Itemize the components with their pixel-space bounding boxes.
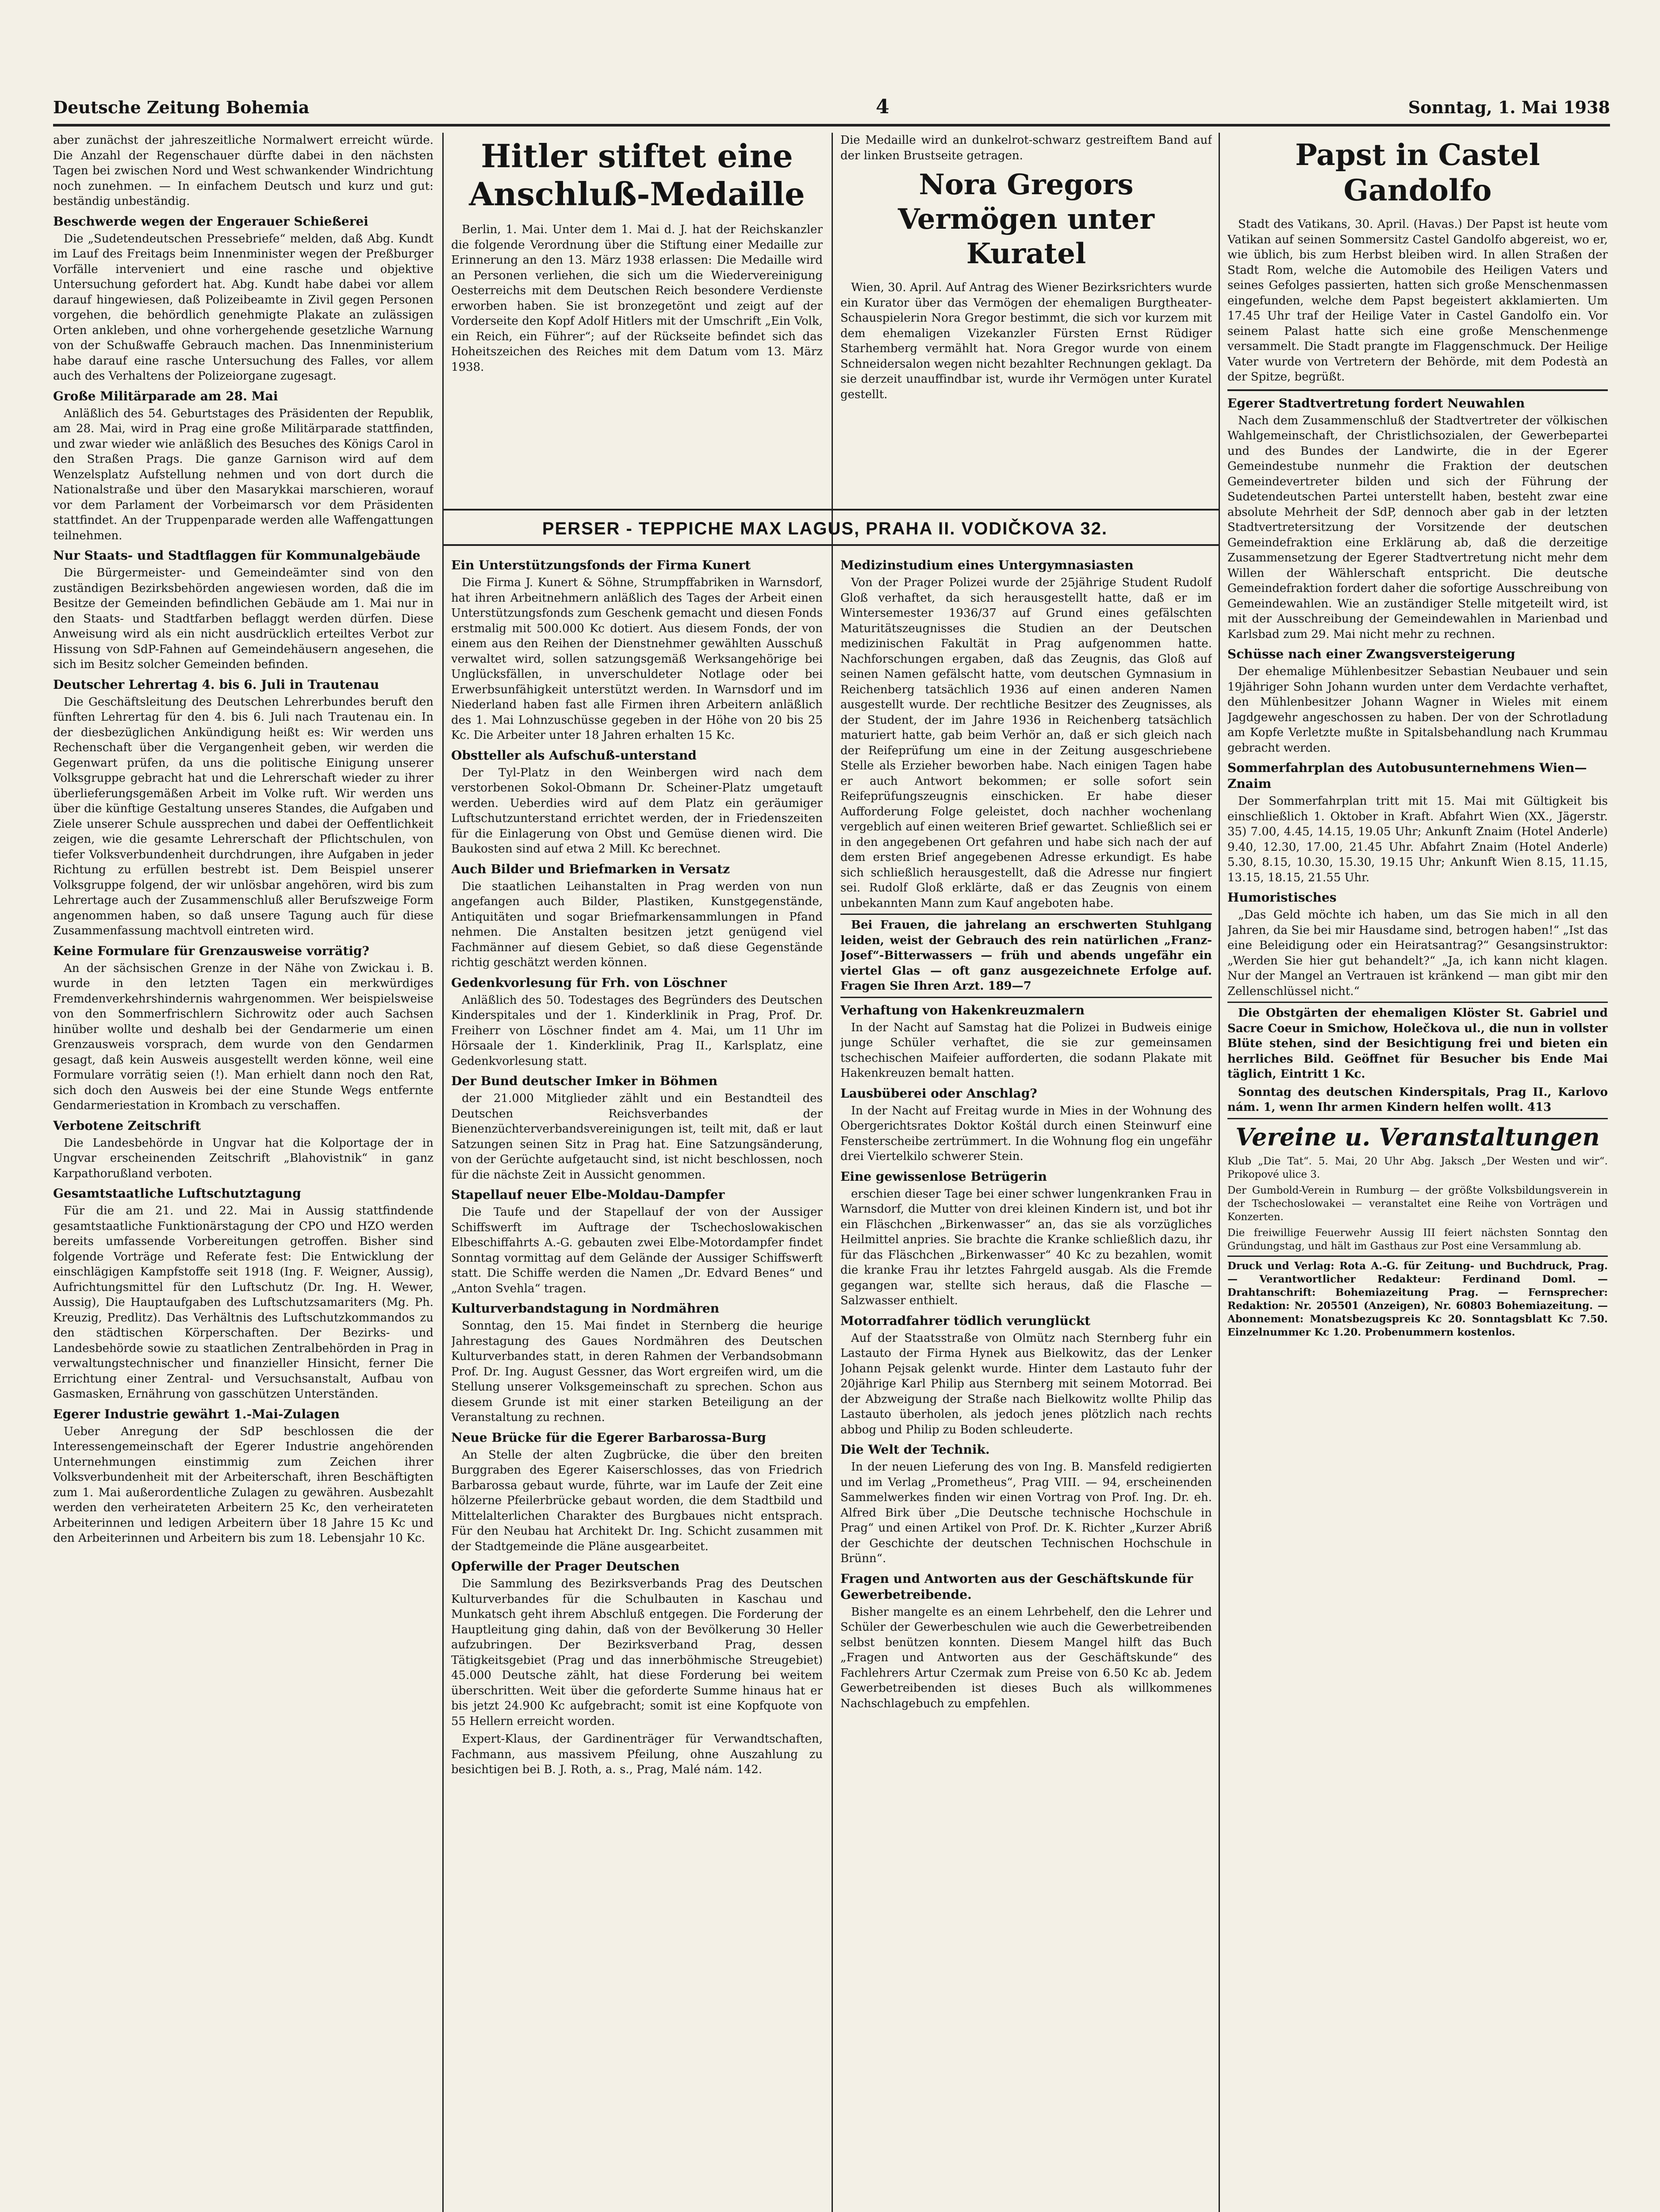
article-text: Die Geschäftsleitung des Deutschen Lehrerbundes beruft den fünften Lehrertag für den 4. bis 6. Juli nach Trautenau ein. In der diesbezüglichen Ankündigung heißt es: Wir werden uns Rechenschaft über die Vergangenheit geben, wir werden die Gegenwart prüfen, da uns die politische Einigung unserer Volksgruppe gebracht hat und die Lehrerschaft wieder zu ihrer überlieferungsgemäßen Arbeit im Volke ruft. Wir werden uns über die künftige Gestaltung unseres Standes, die Aufgaben und Ziele unserer Schule aussprechen und dabei der Oeffentlichkeit zeigen, wie die gesamte Lehrerschaft der Pflichtschulen, von tiefer Volksverbundenheit durchdrungen, ihre Aufgaben in jeder Richtung zu erfüllen bestrebt ist. Dem Beispiel unserer Volksgruppe folgend, der wir unlösbar angehören, wird bis zum Lehrertage auch der Zusammenschluß aller Berufszweige Form angenommen haben, so daß unsere Tagung auch für diese Zusammenfassung machtvoll eintreten wird. xyxy=(53,695,433,937)
article-text: erschien dieser Tage bei einer schwer lungenkranken Frau in Warnsdorf, die Mutter von drei kleinen Kindern ist, und bot ihr ein Fläschchen „Birkenwasser“ an, das sie als vorzügliches Heilmittel anpries. Sie brachte die Kranke schließlich dazu, ihr für das Fläschchen „Birkenwasser“ 40 Kc zu bezahlen, womit die kranke Frau ihr letztes Fahrgeld ausgab. Als die Fremde gegangen war, stellte sich heraus, daß die Flasche — Salzwasser enthielt. xyxy=(840,1187,1212,1307)
article-text: Ueber Anregung der SdP beschlossen die der Interessengemeinschaft der Egerer Industrie angehörenden Unternehmungen einstimmig zum Zeichen ihrer Volksverbundenheit mit der Arbeiterschaft, ihren Beschäftigten zum 1. Mai außerordentliche Zulagen zu gewähren. Ausbezahlt werden den verheirateten Arbeitern 25 Kc, den verheirateten Arbeiterinnen und ledigen Arbeitern über 18 Jahre 15 Kc und den Arbeiterinnen und Arbeitern bis zum 18. Lebensjahr 10 Kc. xyxy=(53,1425,433,1545)
article-heading: Medizinstudium eines Untergymnasiasten xyxy=(840,558,1134,572)
article-heading: Sommerfahrplan des Autobusunternehmens Wien—Znaim xyxy=(1227,760,1587,791)
ad-banner-perser-teppiche: PERSER - TEPPICHE MAX LAGUS, PRAHA II. VODIČKOVA 32. xyxy=(542,519,1108,538)
column-1 xyxy=(53,133,433,2212)
article-heading: Große Militärparade am 28. Mai xyxy=(53,388,278,403)
column-3-top xyxy=(840,133,1212,509)
article-text: „Das Geld möchte ich haben, um das Sie mich in all den Jahren, da Sie bei mir Hausdame sind, betrogen haben!“ „Ist das eine Beleidigung oder ein Heiratsantrag?“ Gesangsinstruktor: „Werden Sie hier gut behandelt?“ „Ja, ich kann nicht klagen. Nur der Mangel an Vertrauen ist kränkend — man gibt mir den Zellenschlüssel nicht.“ xyxy=(1227,908,1608,998)
article-text: Nach dem Zusammenschluß der Stadtvertreter der völkischen Wahlgemeinschaft, der Christlichsozialen, der Gewerbepartei und des Bundes der Landwirte, die in der Egerer Gemeindestube nunmehr die Fraktion der deutschen Gemeindevertreter bilden und sich der Führung der Sudetendeutschen Partei unterstellt haben, besteht zwar eine absolute Mehrheit der SdP, dennoch aber gab in der letzten Stadtvertretersitzung der Vorsitzende der deutschen Gemeindefraktion eine Erklärung ab, daß die derzeitige Zusammensetzung der Egerer Stadtvertretung nicht mehr dem Willen der Wählerschaft entspricht. Die deutsche Gemeindefraktion fordert daher die sofortige Ausschreibung von Gemeindewahlen. Wie an zuständiger Stelle mitgeteilt wird, ist mit der Ausschreibung der Gemeindewahlen in Marienbad und Karlsbad zum 29. Mai nicht mehr zu rechnen. xyxy=(1227,414,1608,641)
article-text: Berlin, 1. Mai. Unter dem 1. Mai d. J. hat der Reichskanzler die folgende Verordnung über die Stiftung einer Medaille zur Erinnerung an den 13. März 1938 erlassen: Die Medaille wird an Personen verliehen, die sich um die Wiedervereinigung Oesterreichs mit dem Deutschen Reich besondere Verdienste erworben haben. Sie ist bronzegetönt und zeigt auf der Vorderseite den Kopf Adolf Hitlers mit der Umschrift „Ein Volk, ein Reich, ein Führer“; auf der Rückseite befindet sich das Hoheitszeichen des Reiches mit dem Datum vom 13. März 1938. xyxy=(451,223,823,374)
article-text: In der Nacht auf Samstag hat die Polizei in Budweis einige junge Schüler verhaftet, die sie zur gemeinsamen tschechischen Maifeier aufforderten, die sodann Plakate mit Hakenkreuzen bemalt hatten. xyxy=(840,1021,1212,1080)
article-heading: Deutscher Lehrertag 4. bis 6. Juli in Trautenau xyxy=(53,677,380,692)
column-divider xyxy=(832,133,833,2212)
article-heading: Obstteller als Aufschuß-unterstand xyxy=(451,748,697,763)
article-text: Sonntag, den 15. Mai findet in Sternberg die heurige Jahrestagung des Gaues Nordmähren des Deutschen Kulturverbandes statt, in deren Rahmen der Verbandsobmann Prof. Dr. Ing. August Gessner, das Wort ergreifen wird, um die Stellung unserer Volksgemeinschaft zu sprechen. Schon aus diesem Grunde ist mit einer starken Beteiligung an der Veranstaltung zu rechnen. xyxy=(451,1319,823,1424)
article-heading: Eine gewissenlose Betrügerin xyxy=(840,1169,1047,1184)
article-text: Der Sommerfahrplan tritt mit 15. Mai mit Gültigkeit bis einschließlich 1. Oktober in Kraft. Abfahrt Wien (XX., Jägerstr. 35) 7.00, 4.45, 14.15, 19.05 Uhr; Ankunft Znaim (Hotel Anderle) 9.40, 12.30, 17.00, 21.45 Uhr. Abfahrt Znaim (Hotel Anderle) 5.30, 8.15, 10.30, 15.30, 19.15 Uhr; Ankunft Wien 8.15, 11.15, 13.15, 18.15, 21.55 Uhr. xyxy=(1227,795,1608,884)
article-text: Die Taufe und der Stapellauf der von der Aussiger Schiffswerft im Auftrage der Tschechoslowakischen Elbeschiffahrts A.-G. gebauten zwei Elbe-Motordampfer findet Sonntag vormittag auf dem Gelände der Aussiger Schiffswerft statt. Die Schiffe werden die Namen „Dr. Edvard Benes“ und „Anton Svehla“ tragen. xyxy=(451,1206,823,1295)
article-heading: Auch Bilder und Briefmarken in Versatz xyxy=(451,861,730,876)
article-heading: Egerer Stadtvertretung fordert Neuwahlen xyxy=(1227,389,1608,411)
article-text: Für die am 21. und 22. Mai in Aussig stattfindende gesamtstaatliche Funktionärstagung der CPO und HZO werden bereits umfassende Vorbereitungen getroffen. Bisher sind folgende Vorträge und Referate fest: Die Entwicklung der einschlägigen Kampfstoffe seit 1918 (Ing. F. Weigner, Aussig), Aufrichtungsmittel für den Luftschutz (Dr. Ing. H. Wewer, Aussig), Die Hauptaufgaben des Luftschutzsamariters (Mg. Ph. Kreuzig, Predlitz). Das Verhältnis des Luftschutzkommandos zu den städtischen Körperschaften. Der Bezirks- und Landesbehörde sowie zu staatlichen Zentralbehörden in Prag in verwaltungstechnischer und finanzieller Hinsicht, ferner Die Errichtung einer Zentral- und Versuchsanstalt, Aufbau von Gasmasken, Ernährung von gasschützen Unterständen. xyxy=(53,1204,433,1401)
article-text: Auf der Staatsstraße von Olmütz nach Sternberg fuhr ein Lastauto der Firma Hynek aus Bielkowitz, das der Lenker Johann Pejsak gelenkt wurde. Hinter dem Lastauto fuhr der 20jährige Karl Philip aus Sternberg mit seinem Motorrad. Bei der Abzweigung der Straße nach Bielkowitz wollte Philip das Lastauto überholen, als jedoch jenes plötzlich nach rechts abbog und Philip zu Boden schleuderte. xyxy=(840,1331,1212,1436)
article-text: Bisher mangelte es an einem Lehrbehelf, den die Lehrer und Schüler der Gewerbeschulen wie auch die Gewerbetreibenden selbst benützen konnten. Diesem Mangel hilft das Buch „Fragen und Antworten aus der Geschäftskunde“ des Fachlehrers Artur Czermak zum Preise von 6.50 Kc ab. Jedem Gewerbetreibenden ist dieses Buch als willkommenes Nachschlagebuch zu empfehlen. xyxy=(840,1605,1212,1710)
column-2-top xyxy=(451,133,823,509)
imprint: Druck und Verlag: Rota A.-G. für Zeitung- und Buchdruck, Prag. — Verantwortlicher Redakteur: Ferdinand Doml. — Drahtanschrift: Bohemiazeitung Prag. — Fernsprecher: Redaktion: Nr. 205501 (Anzeigen), Nr. 60803 Bohemiazeitung. — Abonnement: Monatsbezugspreis Kc 20. Sonntagsblatt Kc 7.50. Einzelnummer Kc 1.20. Probenummern kostenlos. xyxy=(1227,1256,1608,1339)
article-heading: Lausbüberei oder Anschlag? xyxy=(840,1086,1037,1101)
article-text: aber zunächst der jahreszeitliche Normalwert erreicht würde. Die Anzahl der Regenschauer dürfte dabei in den nächsten Tagen bei zwischen Nord und West schwankender Windrichtung noch zunehmen. — In einfachem Deutsch und kurz und gut: beständig unbeständig. xyxy=(53,134,433,208)
article-heading: Egerer Industrie gewährt 1.-Mai-Zulagen xyxy=(53,1406,340,1421)
article-heading: Fragen und Antworten aus der Geschäftskunde für Gewerbetreibende. xyxy=(840,1571,1193,1602)
article-heading: Neue Brücke für die Egerer Barbarossa-Burg xyxy=(451,1430,766,1445)
column-2 xyxy=(451,553,823,2212)
advertisement-text: Die Obstgärten der ehemaligen Klöster St. Gabriel und Sacre Coeur in Smichow, Holečkova ul., die nun in vollster Blüte stehen, sind der Besichtigung frei und bieten ein herrliches Bild. Geöffnet für Besucher bis Ende Mai täglich, Eintritt 1 Kc. xyxy=(1227,1002,1608,1082)
headline-hitler-medaille: Hitler stiftet eine Anschluß-Medaille xyxy=(469,137,805,213)
article-heading: Nur Staats- und Stadtflaggen für Kommunalgebäude xyxy=(53,548,421,563)
article-heading: Gedenkvorlesung für Frh. von Löschner xyxy=(451,975,727,990)
article-text: Die Sammlung des Bezirksverbands Prag des Deutschen Kulturverbandes für die Schulbauten in Kaschau und Munkatsch geht ihrem Abschluß entgegen. Die Forderung der Hauptleitung ging dahin, daß von der Bevölkerung 30 Heller aufzubringen. Der Bezirksverband Prag, dessen Tätigkeitsgebiet (Prag und das innerböhmische Streugebiet) 45.000 Deutsche zählt, hat diese Forderung bei weitem überschritten. Weit über die geforderte Summe hinaus hat er bis jetzt 24.900 Kc aufgebracht; somit ist eine Kopfquote von 55 Hellern erreicht worden. xyxy=(451,1577,823,1728)
advertisement-text: Bei Frauen, die jahrelang an erschwerten Stuhlgang leiden, weist der Gebrauch des rein natürlichen „Franz-Josef“-Bitterwassers — früh und abends ungefähr ein viertel Glas — oft ganz ausgezeichnete Erfolge auf. Fragen Sie Ihren Arzt. 189—7 xyxy=(840,914,1212,998)
article-text: Die Firma J. Kunert & Söhne, Strumpffabriken in Warnsdorf, hat ihren Arbeitnehmern anläßlich des Tages der Arbeit einen Unterstützungsfonds zum Geschenk gemacht und diesen Fonds erstmalig mit 500.000 Kc dotiert. Aus diesem Fonds, der von einem aus den Reihen der Dienstnehmer gewählten Ausschuß verwaltet wird, sollen satzungsgemäß Werksangehörige bei Unglücksfällen, in unverschuldeter Notlage oder bei Erwerbsunfähigkeit unterstützt werden. In Warnsdorf und im Niederland haben fast alle Firmen ihren Arbeitern anläßlich des 1. Mai Lohnzuschüsse gegeben in der Höhe von 20 bis 25 Kc. Die Arbeiter unter 18 Jahren erhalten 15 Kc. xyxy=(451,576,823,742)
article-heading: Schüsse nach einer Zwangsversteigerung xyxy=(1227,647,1515,661)
article-heading: Stapellauf neuer Elbe-Moldau-Dampfer xyxy=(451,1187,725,1202)
headline-nora-gregor: Nora Gregors Vermögen unter Kuratel xyxy=(898,168,1154,270)
article-text: Anläßlich des 54. Geburtstages des Präsidenten der Republik, am 28. Mai, wird in Prag eine große Militärparade stattfinden, und zwar wieder wie anläßlich des Besuches des Königs Carol in den Straßen Prags. Die ganze Garnison wird auf dem Wenzelsplatz Aufstellung nehmen und von dort durch die Nationalstraße und über den Masarykkai marschieren, worauf vor dem Parlament der Vorbeimarsch vor dem Präsidenten stattfindet. An der Truppenparade werden alle Waffengattungen teilnehmen. xyxy=(53,407,433,542)
article-text: Die „Sudetendeutschen Pressebriefe“ melden, daß Abg. Kundt im Lauf des Freitags beim Innenminister wegen der Preßburger Vorfälle interveniert und eine rasche und objektive Untersuchung gefordert hat. Abg. Kundt habe dabei vor allem darauf hingewiesen, daß Polizeibeamte in Zivil gegen Personen vorgehen, die behördlich genehmigte Plakate an zulässigen Orten ankleben, und ohne vorhergehende gesetzliche Warnung von der Schußwaffe Gebrauch machen. Das Innenministerium habe darauf eine rasche Untersuchung des Falles, vor allem auch des Verhaltens der Polizeiorgane zugesagt. xyxy=(53,232,433,383)
event-notice: Der Gumbold-Verein in Rumburg — der größte Volksbildungsverein in der Tschechoslowakei — veranstaltet eine Reihe von Vorträgen und Konzerten. xyxy=(1227,1184,1608,1223)
issue-date: Sonntag, 1. Mai 1938 xyxy=(1408,97,1610,117)
article-heading: Keine Formulare für Grenzausweise vorrätig? xyxy=(53,943,369,958)
article-heading: Der Bund deutscher Imker in Böhmen xyxy=(451,1074,718,1088)
article-text: An der sächsischen Grenze in der Nähe von Zwickau i. B. wurde in den letzten Tagen ein merkwürdiges Fremdenverkehrshindernis wahrgenommen. Wer beispielsweise von den Sommerfrischlern Sichrowitz oder auch Sachsen hinüber wollte und deshalb bei der Gendarmerie um einen Grenzausweis vorsprach, dem wurde von den Gendarmen gesagt, daß kein Ausweis ausgestellt werden könne, weil eine Formulare vorrätig seien (!). Man erhielt dann noch den Rat, sich doch den Ausweis bei der eine Stunde Wegs entfernte Gendarmeriestation in Krombach zu verschaffen. xyxy=(53,961,433,1112)
advertisement-text: Sonntag des deutschen Kinderspitals, Prag II., Karlovo nám. 1, wenn Ihr armen Kindern helfen wollt. 413 xyxy=(1227,1085,1608,1119)
article-heading: Beschwerde wegen der Engerauer Schießerei xyxy=(53,214,368,229)
column-4 xyxy=(1227,133,1608,2212)
paper-name: Deutsche Zeitung Bohemia xyxy=(53,97,310,117)
ad-rule-top xyxy=(442,509,1219,511)
masthead xyxy=(53,93,1610,127)
article-text: Stadt des Vatikans, 30. April. (Havas.) Der Papst ist heute vom Vatikan auf seinen Sommersitz Castel Gandolfo abgereist, wo er, wie üblich, bis zum Herbst bleiben wird. In allen Straßen der Stadt Rom, welche die Automobile des Heiligen Vaters und seines Gefolges passierten, hatten sich große Menschenmassen eingefunden, welche dem Papst begeistert akklamierten. Um 17.45 Uhr traf der Heilige Vater in Castel Gandolfo ein. Vor seinem Palast hatte sich eine große Menschenmenge versammelt. Die Stadt prangte im Flaggenschmuck. Der Heilige Vater wurde von Vertretern der Behörde, mit dem Podestà an der Spitze, begrüßt. xyxy=(1227,218,1608,384)
article-text: Wien, 30. April. Auf Antrag des Wiener Bezirksrichters wurde ein Kurator über das Vermögen der ehemaligen Burgtheater-Schauspielerin Nora Gregor bestimmt, die sich vor kurzem mit dem ehemaligen Vizekanzler Fürsten Ernst Rüdiger Starhemberg vermählt hat. Nora Gregor wurde von einem Schneidersalon wegen nicht bezahlter Rechnungen geklagt. Da sie derzeit unauffindbar ist, wurde ihr Vermögen unter Kuratel gestellt. xyxy=(840,281,1212,401)
ad-rule-bottom xyxy=(442,544,1219,546)
article-text: Der Tyl-Platz in den Weinbergen wird nach dem verstorbenen Sokol-Obmann Dr. Scheiner-Platz umgetauft werden. Ueberdies wird auf dem Platz ein geräumiger Luftschutzunterstand errichtet werden, der in Friedenszeiten für die Einlagerung von Obst und Gemüse dienen wird. Die Baukosten sind auf etwa 2 Mill. Kc berechnet. xyxy=(451,766,823,856)
article-heading: Verbotene Zeitschrift xyxy=(53,1118,201,1133)
column-divider xyxy=(442,133,444,2212)
column-3 xyxy=(840,553,1212,2212)
event-notice: Die freiwillige Feuerwehr Aussig III feiert nächsten Sonntag den Gründungstag, und hält im Gasthaus zur Post eine Versammlung ab. xyxy=(1227,1227,1608,1252)
page-number: 4 xyxy=(876,96,889,118)
article-heading: Verhaftung von Hakenkreuzmalern xyxy=(840,1002,1085,1018)
article-heading: Kulturverbandstagung in Nordmähren xyxy=(451,1301,720,1316)
article-text: Der ehemalige Mühlenbesitzer Sebastian Neubauer und sein 19jähriger Sohn Johann wurden unter dem Verdachte verhaftet, den Mühlenbesitzer Johann Wagner in Wieles mit einem Jagdgewehr angeschossen zu haben. Der von der Schrotladung am Kopfe Verletzte mußte in Spitalsbehandlung nach Krummau gebracht werden. xyxy=(1227,665,1608,755)
article-text: In der neuen Lieferung des von Ing. B. Mansfeld redigierten und im Verlag „Prometheus“, Prag VIII. — 94, erscheinenden Sammelwerkes finden wir einen Vortrag von Prof. Ing. Dr. eh. Alfred Birk über „Die Deutsche technische Hochschule in Prag“ und einen Artikel von Prof. Dr. K. Richter „Kurzer Abriß der Geschichte der deutschen Technischen Hochschule in Brünn“. xyxy=(840,1460,1212,1565)
article-text: An Stelle der alten Zugbrücke, die über den breiten Burggraben des Egerer Kaiserschlosses, das von Friedrich Barbarossa gebaut wurde, führte, war im Laufe der Zeit eine hölzerne Pfeilerbrücke gebaut worden, die dem Stadtbild und Mittelalterlichen Charakter des Burgbaues nicht entsprach. Für den Neubau hat Architekt Dr. Ing. Schicht zusammen mit der Stadtgemeinde die Pläne ausgearbeitet. xyxy=(451,1448,823,1553)
article-heading: Motorradfahrer tödlich verunglückt xyxy=(840,1313,1091,1328)
article-text: Die staatlichen Leihanstalten in Prag werden von nun angefangen auch Bilder, Plastiken, Kunstgegenstände, Antiquitäten und sogar Briefmarkensammlungen in Pfand nehmen. Die Anstalten besitzen jetzt genügend viel Fachmänner auf diesem Gebiet, so daß diese Gegenstände richtig geschätzt werden können. xyxy=(451,879,823,969)
article-heading: Gesamtstaatliche Luftschutztagung xyxy=(53,1186,301,1201)
article-text: Die Bürgermeister- und Gemeindeämter sind von den zuständigen Bezirksbehörden angewiesen worden, daß die im Besitze der Gemeinden befindlichen Gebäude am 1. Mai nur in den Staats- und Stadtfarben beflaggt werden dürfen. Diese Anweisung wird als ein nicht ausdrücklich erteiltes Verbot zur Hissung von SdP-Fahnen auf Gemeindehäusern angesehen, die sich im Besitz solcher Gemeinden befinden. xyxy=(53,566,433,671)
article-heading: Die Welt der Technik. xyxy=(840,1442,990,1457)
headline-papst: Papst in Castel Gandolfo xyxy=(1295,138,1540,207)
column-divider xyxy=(1219,133,1220,2212)
event-notice: Klub „Die Tat“. 5. Mai, 20 Uhr Abg. Jaksch „Der Westen und wir“. Prikopové ulice 3. xyxy=(1227,1155,1608,1180)
advertisement-text: Expert-Klaus, der Gardinenträger für Verwandtschaften, Fachmann, aus massivem Pfeilung, ohne Auszahlung zu besichtigen bei B. J. Roth, a. s., Prag, Malé nám. 142. xyxy=(451,1732,823,1776)
article-text: Die Landesbehörde in Ungvar hat die Kolportage der in Ungvar erscheinenden Zeitschrift „Blahovistnik“ in ganz Karpathorußland verboten. xyxy=(53,1136,433,1180)
article-text: In der Nacht auf Freitag wurde in Mies in der Wohnung des Obergerichtsrates Doktor Koštál durch einen Steinwurf eine Fensterscheibe zertrümmert. In die Wohnung flog ein ungefähr drei Viertelkilo schwerer Stein. xyxy=(840,1104,1212,1163)
article-heading: Opferwille der Prager Deutschen xyxy=(451,1559,680,1574)
article-text: Anläßlich des 50. Todestages des Begründers des Deutschen Kinderspitales und der 1. Kinderklinik in Prag, Prof. Dr. Freiherr von Löschner findet am 4. Mai, um 11 Uhr im Hörsaale der 1. Kinderklinik, Prag II., Karlsplatz, eine Gedenkvorlesung statt. xyxy=(451,993,823,1068)
article-text: der 21.000 Mitglieder zählt und ein Bestandteil des Deutschen Reichsverbandes der Bienenzüchterverbandsvereinigungen ist, teilt mit, daß er laut Satzungen seinen Sitz in Prag hat. Eine Satzungsänderung, von der Gerüchte aufgetaucht sind, ist nicht beschlossen, noch für die nächste Zeit in Aussicht genommen. xyxy=(451,1092,823,1182)
article-text: Von der Prager Polizei wurde der 25jährige Student Rudolf Gloß verhaftet, da sich herausgestellt hatte, daß er im Wintersemester 1936/37 auf Grund eines gefälschten Maturitätszeugnisses die Studien an der Deutschen medizinischen Fakultät in Prag aufgenommen hatte. Nachforschungen ergaben, daß das Zeugnis, das Gloß auf seinen Namen gefälscht hatte, vom deutschen Gymnasium in Reichenberg tatsächlich 1936 auf einen anderen Namen ausgestellt wurde. Der rechtliche Besitzer des Zeugnisses, als der Student, der im Jahre 1936 in Reichenberg tatsächlich maturiert hatte, gab beim Verhör an, daß er sich gleich nach der Reifeprüfung um eine in der Zeitung ausgeschriebene Stelle als Erzieher beworben habe. Nach einigen Tagen habe er auch Antwort bekommen; er solle sofort sein Reifeprüfungszeugnis einschicken. Er habe dieser Aufforderung Folge geleistet, doch nachher wochenlang vergeblich auf einen weiteren Brief gewartet. Schließlich sei er in den angegebenen Ort gefahren und habe sich nach der auf dem ersten Brief angegebenen Adresse erkundigt. Es habe sich schließlich herausgestellt, daß die Adresse nur fingiert sei. Rudolf Gloß erklärte, daß er das Zeugnis von einem unbekannten Mann zum Kauf angeboten habe. xyxy=(840,576,1212,910)
section-heading-vereine: Vereine u. Veranstaltungen xyxy=(1235,1122,1600,1151)
article-heading: Humoristisches xyxy=(1227,890,1337,905)
article-heading: Ein Unterstützungsfonds der Firma Kunert xyxy=(451,558,751,572)
article-text: Die Medaille wird an dunkelrot-schwarz gestreiftem Band auf der linken Brustseite getragen. xyxy=(840,134,1212,162)
